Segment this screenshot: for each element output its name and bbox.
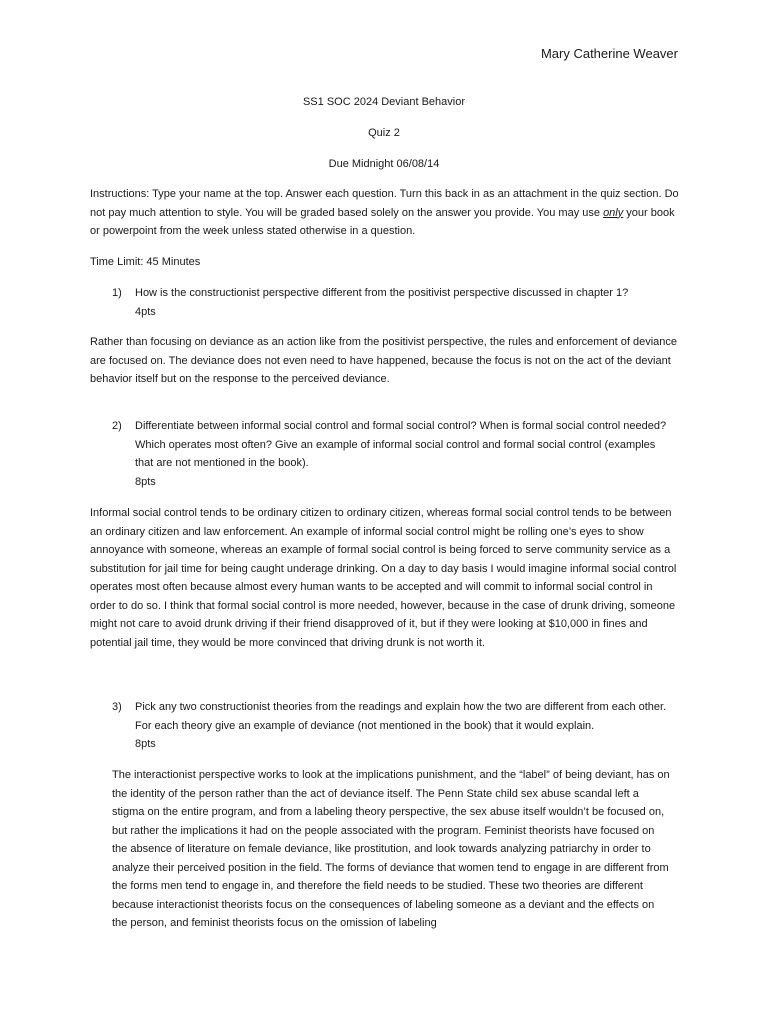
answer-1: Rather than focusing on deviance as an action like from the positivist perspective, the rules and enforcement of deviance are focused on. The deviance does not even need to have happened, because the focus is not on the act of the deviant behavior itself but on the response to the perceived deviance. xyxy=(90,336,678,385)
due-date: Due Midnight 06/08/14 xyxy=(328,158,440,170)
question-2 xyxy=(112,417,672,491)
question-text: Differentiate between informal social control and formal social control? When is formal social control needed? Which operates most often? Give an example of informal social control and formal social control (examples that are not mentioned in the book). xyxy=(135,420,667,469)
question-text: Pick any two constructionist theories from the readings and explain how the two are different from each other. For each theory give an example of deviance (not mentioned in the book) that it would explain. xyxy=(135,701,667,732)
question-points: 8pts xyxy=(135,475,156,488)
answer-3: The interactionist perspective works to look at the implications punishment, and the “label” of being deviant, has on the identity of the person rather than the act of deviance itself. The Penn State child sex abuse scandal left a stigma on the entire program, and from a labeling theory perspective, the sex abuse itself wouldn’t be focused on, but rather the implications it had on the people associated with the program. Feminist theorists have focused on the absence of literature on female deviance, like prostitution, and look towards analyzing patriarchy in order to analyze their perceived position in the field. The forms of deviance that women tend to engage in are different from the forms men tend to engage in, and therefore the field needs to be studied. These two theories are different because interactionist theorists focus on the consequences of labeling someone as a deviant and the effects on the person, and feminist theorists focus on the omission of labeling xyxy=(112,769,670,929)
question-text: How is the constructionist perspective different from the positivist perspective discussed in chapter 1? xyxy=(135,287,629,299)
question-number: 3) xyxy=(112,701,122,713)
question-number: 1) xyxy=(112,287,122,299)
question-number: 2) xyxy=(112,420,122,432)
time-limit: Time Limit: 45 Minutes xyxy=(90,256,201,268)
question-1 xyxy=(112,284,672,321)
quiz-title: Quiz 2 xyxy=(368,127,400,139)
author-name: Mary Catherine Weaver xyxy=(540,46,678,61)
question-points: 4pts xyxy=(135,305,156,318)
instructions xyxy=(90,185,680,241)
instructions-emphasis: only xyxy=(603,206,624,219)
instructions-text-2: your book or powerpoint from the week unless stated otherwise in a question. xyxy=(90,206,675,237)
question-3 xyxy=(112,698,672,754)
course-title: SS1 SOC 2024 Deviant Behavior xyxy=(302,96,466,108)
answer-2: Informal social control tends to be ordinary citizen to ordinary citizen, whereas formal social control tends to be between an ordinary citizen and law enforcement. An example of informal social control might be rolling one’s eyes to show annoyance with someone, whereas an example of formal social control is being forced to serve community service as a substitution for jail time for being caught underage drinking. On a day to day basis I would imagine informal social control operates most often because almost every human wants to be accepted and will commit to informal social control in order to do so. I think that formal social control is more needed, however, because in the case of drunk driving, someone might not care to avoid drunk driving if their friend disapproved of it, but if they were looking at $10,000 in fines and potential jail time, they would be more convinced that driving drunk is not worth it. xyxy=(90,507,677,649)
question-points: 8pts xyxy=(135,738,156,750)
instructions-text-1: Instructions: Type your name at the top. Answer each question. Turn this back in as an attachment in the quiz section. Do not pay much attention to style. You will be graded based solely on the answer you provide. You may use xyxy=(90,188,679,219)
